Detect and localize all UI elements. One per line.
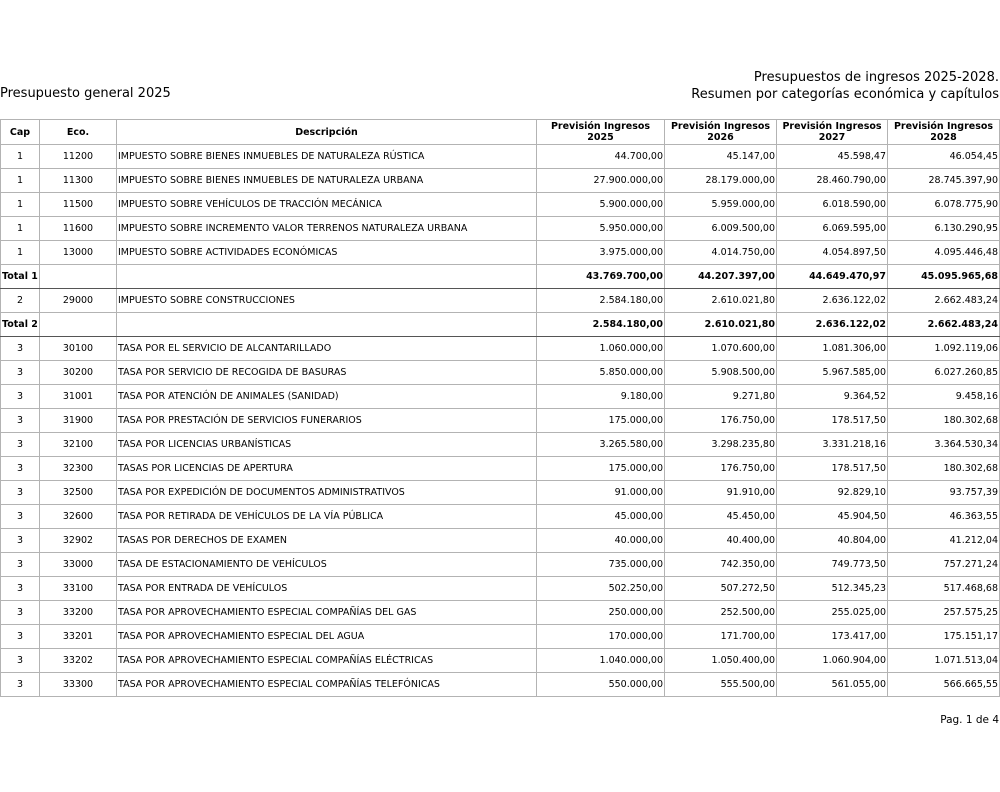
- cell-eco: 32100: [40, 433, 117, 457]
- cell-2026: 6.009.500,00: [665, 217, 777, 241]
- cell-2026: 742.350,00: [665, 553, 777, 577]
- table-row: [1, 505, 1000, 529]
- cell-2028: 2.662.483,24: [888, 313, 1000, 337]
- page-number: Pag. 1 de 4: [940, 714, 999, 726]
- table-body: [1, 145, 1000, 697]
- document-title: Presupuesto general 2025: [0, 86, 171, 101]
- col-header-2026: [665, 120, 777, 145]
- table-row: [1, 649, 1000, 673]
- cell-2026: 171.700,00: [665, 625, 777, 649]
- cell-2026: 28.179.000,00: [665, 169, 777, 193]
- col-header-2025-year: 2025: [587, 132, 614, 143]
- table-row: [1, 673, 1000, 697]
- cell-description: TASA POR RETIRADA DE VEHÍCULOS DE LA VÍA PÚBLICA: [117, 505, 537, 529]
- cell-2027: 92.829,10: [777, 481, 888, 505]
- cell-eco: [40, 265, 117, 289]
- cell-2026: 2.610.021,80: [665, 289, 777, 313]
- cell-2025: 3.265.580,00: [537, 433, 665, 457]
- cell-description: TASAS POR DERECHOS DE EXAMEN: [117, 529, 537, 553]
- cell-2028: 6.130.290,95: [888, 217, 1000, 241]
- col-header-2027-year: 2027: [818, 132, 846, 143]
- cell-eco: 11300: [40, 169, 117, 193]
- table-row: [1, 241, 1000, 265]
- cell-cap: 3: [1, 577, 40, 601]
- cell-2025: 9.180,00: [537, 385, 665, 409]
- table-row: [1, 577, 1000, 601]
- cell-2027: 173.417,00: [777, 625, 888, 649]
- cell-2027: 1.060.904,00: [777, 649, 888, 673]
- cell-eco: 33201: [40, 625, 117, 649]
- cell-description: TASA POR PRESTACIÓN DE SERVICIOS FUNERARIOS: [117, 409, 537, 433]
- cell-2026: 252.500,00: [665, 601, 777, 625]
- col-header-cap: Cap: [1, 120, 40, 145]
- cell-eco: 32300: [40, 457, 117, 481]
- cell-2027: 5.967.585,00: [777, 361, 888, 385]
- cell-2025: 1.060.000,00: [537, 337, 665, 361]
- col-header-eco: Eco.: [40, 120, 117, 145]
- table-row: [1, 337, 1000, 361]
- cell-2025: 1.040.000,00: [537, 649, 665, 673]
- cell-2025: 170.000,00: [537, 625, 665, 649]
- cell-eco: 13000: [40, 241, 117, 265]
- col-header-desc: Descripción: [117, 120, 537, 145]
- cell-2027: 255.025,00: [777, 601, 888, 625]
- cell-cap: 3: [1, 673, 40, 697]
- cell-2028: 1.092.119,06: [888, 337, 1000, 361]
- cell-2026: 9.271,80: [665, 385, 777, 409]
- cell-eco: 11500: [40, 193, 117, 217]
- report-title-line2: Resumen por categorías económica y capítulos: [691, 87, 999, 102]
- cell-2025: 3.975.000,00: [537, 241, 665, 265]
- cell-description: TASA POR APROVECHAMIENTO ESPECIAL COMPAÑÍAS ELÉCTRICAS: [117, 649, 537, 673]
- cell-cap: 1: [1, 241, 40, 265]
- col-header-2028-year: 2028: [930, 132, 957, 143]
- cell-2027: 512.345,23: [777, 577, 888, 601]
- table-row: [1, 553, 1000, 577]
- cell-2025: 43.769.700,00: [537, 265, 665, 289]
- cell-2026: 555.500,00: [665, 673, 777, 697]
- col-header-2026-label: Previsión Ingresos: [670, 121, 771, 132]
- cell-description: TASA POR EL SERVICIO DE ALCANTARILLADO: [117, 337, 537, 361]
- cell-2026: 3.298.235,80: [665, 433, 777, 457]
- cell-eco: 32600: [40, 505, 117, 529]
- table-row: [1, 457, 1000, 481]
- table-row: [1, 289, 1000, 313]
- cell-2026: 40.400,00: [665, 529, 777, 553]
- total-row: [1, 313, 1000, 337]
- cell-2027: 561.055,00: [777, 673, 888, 697]
- cell-cap: 1: [1, 169, 40, 193]
- cell-cap: 3: [1, 457, 40, 481]
- cell-2028: 6.078.775,90: [888, 193, 1000, 217]
- cell-description: TASA POR ATENCIÓN DE ANIMALES (SANIDAD): [117, 385, 537, 409]
- report-title: [691, 69, 999, 103]
- cell-2025: 250.000,00: [537, 601, 665, 625]
- cell-eco: 30200: [40, 361, 117, 385]
- cell-2027: 2.636.122,02: [777, 289, 888, 313]
- cell-2026: 45.147,00: [665, 145, 777, 169]
- cell-eco: 33300: [40, 673, 117, 697]
- cell-2025: 175.000,00: [537, 457, 665, 481]
- cell-2026: 1.050.400,00: [665, 649, 777, 673]
- cell-description: [117, 313, 537, 337]
- table-row: [1, 481, 1000, 505]
- cell-description: IMPUESTO SOBRE INCREMENTO VALOR TERRENOS NATURALEZA URBANA: [117, 217, 537, 241]
- cell-description: TASA POR APROVECHAMIENTO ESPECIAL COMPAÑÍAS TELEFÓNICAS: [117, 673, 537, 697]
- cell-2028: 45.095.965,68: [888, 265, 1000, 289]
- cell-description: TASA POR EXPEDICIÓN DE DOCUMENTOS ADMINISTRATIVOS: [117, 481, 537, 505]
- table-row: [1, 385, 1000, 409]
- cell-2028: 180.302,68: [888, 409, 1000, 433]
- cell-cap: 3: [1, 433, 40, 457]
- cell-2026: 176.750,00: [665, 457, 777, 481]
- total-row: [1, 265, 1000, 289]
- cell-2025: 5.950.000,00: [537, 217, 665, 241]
- table-row: [1, 361, 1000, 385]
- cell-2025: 502.250,00: [537, 577, 665, 601]
- cell-2028: 46.054,45: [888, 145, 1000, 169]
- cell-cap: 3: [1, 601, 40, 625]
- cell-2027: 45.904,50: [777, 505, 888, 529]
- cell-description: IMPUESTO SOBRE BIENES INMUEBLES DE NATURALEZA URBANA: [117, 169, 537, 193]
- cell-2028: 257.575,25: [888, 601, 1000, 625]
- cell-description: IMPUESTO SOBRE BIENES INMUEBLES DE NATURALEZA RÚSTICA: [117, 145, 537, 169]
- cell-description: TASA POR ENTRADA DE VEHÍCULOS: [117, 577, 537, 601]
- cell-cap: 3: [1, 625, 40, 649]
- table-row: [1, 601, 1000, 625]
- cell-2028: 566.665,55: [888, 673, 1000, 697]
- cell-2026: 44.207.397,00: [665, 265, 777, 289]
- col-header-2028: [888, 120, 1000, 145]
- cell-eco: 30100: [40, 337, 117, 361]
- cell-2026: 45.450,00: [665, 505, 777, 529]
- cell-2028: 9.458,16: [888, 385, 1000, 409]
- table-row: [1, 529, 1000, 553]
- cell-2026: 176.750,00: [665, 409, 777, 433]
- col-header-2027-label: Previsión Ingresos: [782, 121, 882, 132]
- cell-2028: 175.151,17: [888, 625, 1000, 649]
- cell-2026: 507.272,50: [665, 577, 777, 601]
- cell-2028: 2.662.483,24: [888, 289, 1000, 313]
- cell-2025: 735.000,00: [537, 553, 665, 577]
- cell-2026: 5.959.000,00: [665, 193, 777, 217]
- cell-2027: 6.018.590,00: [777, 193, 888, 217]
- cell-cap: 3: [1, 409, 40, 433]
- cell-2028: 180.302,68: [888, 457, 1000, 481]
- report-title-line1: Presupuestos de ingresos 2025-2028.: [753, 70, 999, 85]
- col-header-2025: [537, 120, 665, 145]
- cell-2025: 2.584.180,00: [537, 289, 665, 313]
- cell-eco: 31900: [40, 409, 117, 433]
- table-row: [1, 433, 1000, 457]
- cell-eco: 11200: [40, 145, 117, 169]
- cell-2027: 9.364,52: [777, 385, 888, 409]
- cell-2028: 6.027.260,85: [888, 361, 1000, 385]
- cell-cap: 1: [1, 193, 40, 217]
- cell-2026: 91.910,00: [665, 481, 777, 505]
- cell-description: TASA POR APROVECHAMIENTO ESPECIAL DEL AGUA: [117, 625, 537, 649]
- cell-2025: 2.584.180,00: [537, 313, 665, 337]
- cell-2027: 1.081.306,00: [777, 337, 888, 361]
- cell-2025: 550.000,00: [537, 673, 665, 697]
- revenue-table: [0, 119, 1000, 697]
- cell-2028: 4.095.446,48: [888, 241, 1000, 265]
- cell-2025: 5.850.000,00: [537, 361, 665, 385]
- cell-description: [117, 265, 537, 289]
- cell-eco: 33202: [40, 649, 117, 673]
- cell-description: TASA POR LICENCIAS URBANÍSTICAS: [117, 433, 537, 457]
- table-row: [1, 409, 1000, 433]
- cell-2027: 178.517,50: [777, 457, 888, 481]
- cell-2025: 175.000,00: [537, 409, 665, 433]
- cell-eco: 11600: [40, 217, 117, 241]
- cell-2028: 3.364.530,34: [888, 433, 1000, 457]
- cell-2027: 4.054.897,50: [777, 241, 888, 265]
- cell-2026: 1.070.600,00: [665, 337, 777, 361]
- cell-2025: 5.900.000,00: [537, 193, 665, 217]
- cell-2027: 44.649.470,97: [777, 265, 888, 289]
- cell-cap: 2: [1, 289, 40, 313]
- cell-2025: 27.900.000,00: [537, 169, 665, 193]
- cell-cap: 3: [1, 529, 40, 553]
- col-header-2025-label: Previsión Ingresos: [550, 121, 651, 132]
- cell-eco: 33000: [40, 553, 117, 577]
- cell-cap: Total 2: [1, 313, 40, 337]
- cell-2028: 1.071.513,04: [888, 649, 1000, 673]
- col-header-2028-label: Previsión Ingresos: [893, 121, 994, 132]
- cell-cap: 3: [1, 385, 40, 409]
- cell-2026: 5.908.500,00: [665, 361, 777, 385]
- cell-eco: 29000: [40, 289, 117, 313]
- cell-description: IMPUESTO SOBRE CONSTRUCCIONES: [117, 289, 537, 313]
- cell-eco: [40, 313, 117, 337]
- table-row: [1, 625, 1000, 649]
- cell-description: TASA POR SERVICIO DE RECOGIDA DE BASURAS: [117, 361, 537, 385]
- cell-cap: 1: [1, 145, 40, 169]
- cell-2027: 2.636.122,02: [777, 313, 888, 337]
- cell-description: TASA DE ESTACIONAMIENTO DE VEHÍCULOS: [117, 553, 537, 577]
- cell-description: IMPUESTO SOBRE ACTIVIDADES ECONÓMICAS: [117, 241, 537, 265]
- cell-cap: 3: [1, 337, 40, 361]
- cell-2026: 2.610.021,80: [665, 313, 777, 337]
- cell-2027: 3.331.218,16: [777, 433, 888, 457]
- table-row: [1, 145, 1000, 169]
- table-row: [1, 217, 1000, 241]
- table-row: [1, 193, 1000, 217]
- cell-2028: 757.271,24: [888, 553, 1000, 577]
- cell-2027: 749.773,50: [777, 553, 888, 577]
- cell-eco: 32500: [40, 481, 117, 505]
- cell-cap: 3: [1, 553, 40, 577]
- cell-2028: 517.468,68: [888, 577, 1000, 601]
- cell-description: TASAS POR LICENCIAS DE APERTURA: [117, 457, 537, 481]
- cell-cap: 3: [1, 481, 40, 505]
- cell-2027: 40.804,00: [777, 529, 888, 553]
- cell-cap: 3: [1, 505, 40, 529]
- cell-eco: 31001: [40, 385, 117, 409]
- cell-2025: 40.000,00: [537, 529, 665, 553]
- cell-eco: 33200: [40, 601, 117, 625]
- table-header-row: [1, 120, 1000, 145]
- cell-cap: Total 1: [1, 265, 40, 289]
- cell-2025: 91.000,00: [537, 481, 665, 505]
- cell-2026: 4.014.750,00: [665, 241, 777, 265]
- cell-2025: 44.700,00: [537, 145, 665, 169]
- cell-2028: 41.212,04: [888, 529, 1000, 553]
- cell-2025: 45.000,00: [537, 505, 665, 529]
- cell-2027: 178.517,50: [777, 409, 888, 433]
- cell-2027: 28.460.790,00: [777, 169, 888, 193]
- cell-2028: 46.363,55: [888, 505, 1000, 529]
- cell-2028: 93.757,39: [888, 481, 1000, 505]
- cell-cap: 1: [1, 217, 40, 241]
- cell-eco: 33100: [40, 577, 117, 601]
- cell-cap: 3: [1, 361, 40, 385]
- cell-description: TASA POR APROVECHAMIENTO ESPECIAL COMPAÑÍAS DEL GAS: [117, 601, 537, 625]
- cell-2027: 45.598,47: [777, 145, 888, 169]
- col-header-2027: [777, 120, 888, 145]
- cell-2028: 28.745.397,90: [888, 169, 1000, 193]
- cell-description: IMPUESTO SOBRE VEHÍCULOS DE TRACCIÓN MECÁNICA: [117, 193, 537, 217]
- cell-cap: 3: [1, 649, 40, 673]
- table-row: [1, 169, 1000, 193]
- col-header-2026-year: 2026: [707, 132, 734, 143]
- cell-2027: 6.069.595,00: [777, 217, 888, 241]
- cell-eco: 32902: [40, 529, 117, 553]
